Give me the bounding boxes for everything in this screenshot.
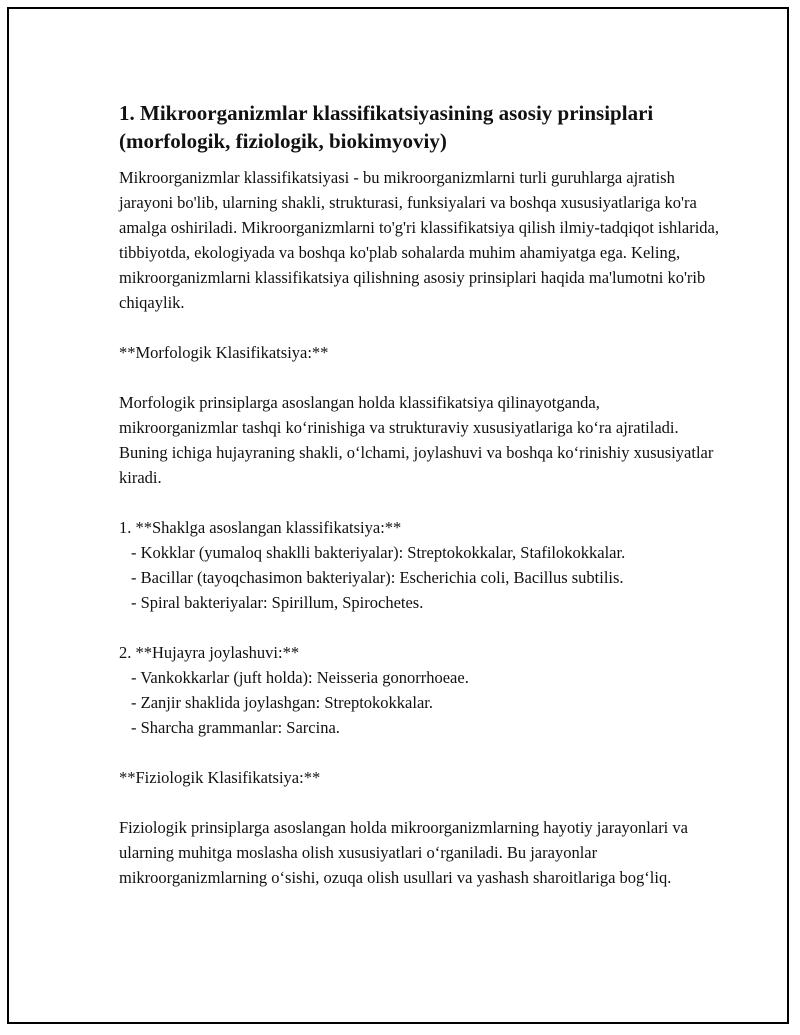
list-item: - Sharcha grammanlar: Sarcina. — [131, 718, 340, 737]
intro-paragraph: Mikroorganizmlar klassifikatsiyasi - bu mikroorganizmlarni turli guruhlarga ajratish jarayoni bo'lib, ularning shakli, strukturasi, funksiyalari va boshqa xususiyatlariga ko'ra amalga oshiriladi. Mikroorganizmlarni to'g'ri klassifikatsiya qilish ilmiy-tadqiqot ishlarida, tibbiyotda, ekologiyada va boshqa ko'plab sohalarda muhim ahamiyatga ega. Keling, mikroorganizmlarni klassifikatsiya qilishning asosiy prinsiplari haqida ma'lumotni ko'rib chiqaylik. — [119, 168, 719, 312]
cell-arrangement-list — [119, 640, 719, 740]
list-heading: 1. **Shaklga asoslangan klassifikatsiya:** — [119, 518, 402, 537]
list-item: - Spiral bakteriyalar: Spirillum, Spirochetes. — [131, 593, 424, 612]
shape-classification-list — [119, 515, 719, 615]
list-item: - Bacillar (tayoqchasimon bakteriyalar): Escherichia coli, Bacillus subtilis. — [131, 568, 624, 587]
document-title: 1. Mikroorganizmlar klassifikatsiyasining asosiy prinsiplari (morfologik, fiziologik, biokimyoviy) — [119, 101, 654, 153]
list-item: - Kokklar (yumaloq shaklli bakteriyalar): Streptokokkalar, Stafilokokkalar. — [131, 543, 626, 562]
document-page — [7, 7, 789, 1024]
physiological-heading: **Fiziologik Klasifikatsiya:** — [119, 768, 321, 787]
physiological-paragraph: Fiziologik prinsiplarga asoslangan holda mikroorganizmlarning hayotiy jarayonlari va ularning muhitga moslasha olish xususiyatlari o‘rganiladi. Bu jarayonlar mikroorganizmlarning o‘sishi, ozuqa olish usullari va yashash sharoitlariga bog‘liq. — [119, 818, 688, 887]
morphological-heading: **Morfologik Klasifikatsiya:** — [119, 343, 329, 362]
list-heading: 2. **Hujayra joylashuvi:** — [119, 643, 300, 662]
morphological-paragraph: Morfologik prinsiplarga asoslangan holda klassifikatsiya qilinayotganda, mikroorganizmlar tashqi ko‘rinishiga va strukturaviy xususiyatlariga ko‘ra ajratiladi. Buning ichiga hujayraning shakli, o‘lchami, joylashuvi va boshqa ko‘rinishiy xususiyatlar kiradi. — [119, 393, 714, 487]
list-item: - Vankokkarlar (juft holda): Neisseria gonorrhoeae. — [131, 668, 469, 687]
list-item: - Zanjir shaklida joylashgan: Streptokokkalar. — [131, 693, 433, 712]
document-content — [119, 99, 719, 890]
